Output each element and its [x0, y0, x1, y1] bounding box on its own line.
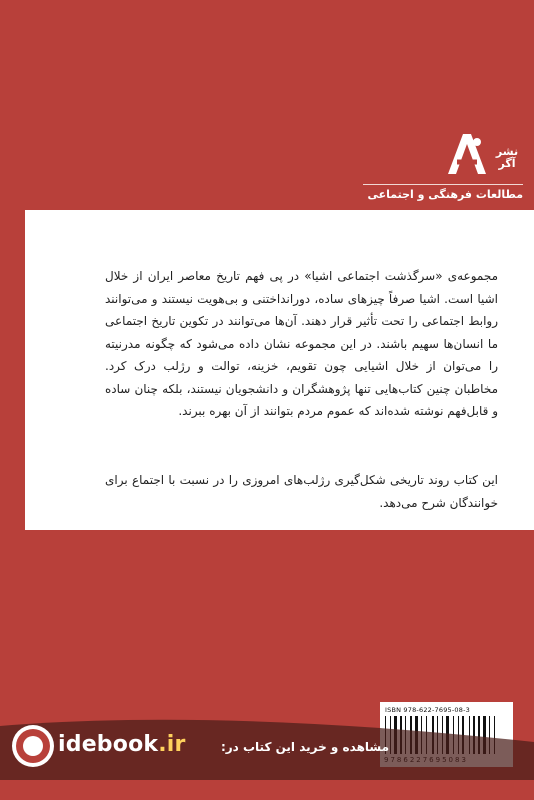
description-panel — [25, 210, 534, 530]
store-brand — [58, 732, 186, 758]
publisher-logo-icon — [440, 128, 492, 180]
store-badge-icon — [8, 721, 58, 771]
description-paragraph-1: مجموعه‌ی «سرگذشت اجتماعی اشیا» در پی فهم تاریخ معاصر ایران از خلال اشیا است. اشیا صرفاً چیزهای ساده، دورانداختنی و بی‌هویت نیستند و می‌توانند روابط اجتماعی را تحت تأثیر قرار دهند. آن‌ها می‌توانند در تکوین تاریخ اجتماعی ما انسان‌ها سهیم باشند. در این مجموعه نشان داده می‌شود که چگونه مدرنیته را می‌توان از خلال اشیایی چون تقویم، خزینه، توالت و رژلب درک کرد. مخاطبان چنین کتاب‌هایی تنها پژوهشگران و دانشجویان نیستند، بلکه چنان ساده و قابل‌فهم نوشته شده‌اند که عموم مردم بتوانند از آن بهره ببرند. — [105, 269, 498, 418]
series-title: مطالعات فرهنگی و اجتماعی — [363, 184, 523, 207]
store-watermark-text: مشاهده و خرید این کتاب در: — [220, 740, 390, 754]
isbn-label: ISBN 978-622-7695-08-3 — [385, 706, 470, 714]
store-brand-main: idebook — [58, 732, 159, 757]
description-paragraph-2: این کتاب روند تاریخی شکل‌گیری رژلب‌های امروزی را در نسبت با اجتماع برای خوانندگان شرح می‌دهد. — [105, 473, 498, 510]
publisher-name: نشر آگر — [495, 145, 519, 170]
store-brand-tld: .ir — [158, 732, 186, 757]
